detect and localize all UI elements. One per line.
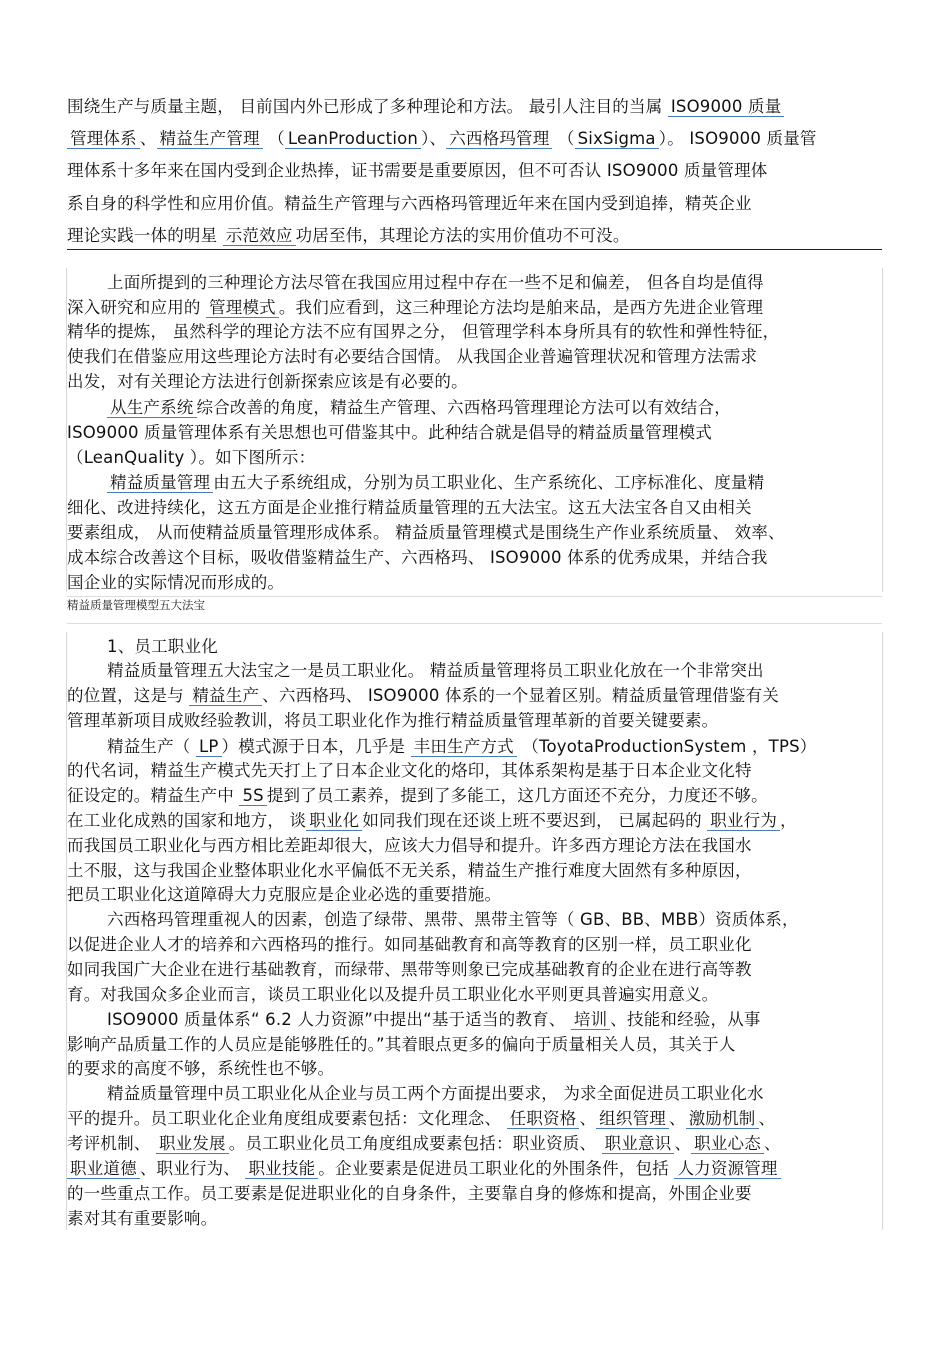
text-line: 上面所提到的三种理论方法尽管在我国应用过程中存在一些不足和偏差， 但各自均是值得 <box>107 273 764 292</box>
text-line: 要素组成， 从而使精益质量管理形成体系。 精益质量管理模式是围绕生产作业系统质量、 效率、 <box>67 523 785 542</box>
margin-rule <box>882 632 883 1230</box>
text-line: 围绕生产与质量主题， 目前国内外已形成了多种理论和方法。 最引人注目的当属 ISO9000 质量 <box>67 96 784 118</box>
keyword-link[interactable]: 职业道德 <box>67 1159 140 1179</box>
keyword-link[interactable]: 六西格玛管理 <box>446 129 552 149</box>
keyword-link[interactable]: 管理体系 <box>67 129 140 149</box>
text-line: 从生产系统综合改善的角度，精益生产管理、六西格玛管理理论方法可以有效结合， <box>107 397 731 419</box>
keyword-link[interactable]: 职业技能 <box>245 1159 318 1179</box>
text-line: 深入研究和应用的 管理模式。我们应看到，这三种理论方法均是舶来品，是西方先进企业管理 <box>67 298 764 317</box>
text-line: 精益质量管理由五大子系统组成，分别为员工职业化、生产系统化、工序标准化、度量精 <box>107 472 764 494</box>
keyword-link[interactable]: 5S <box>239 786 266 806</box>
section-heading: 1、员工职业化 <box>107 637 218 656</box>
text-line: 职业道德、职业行为、 职业技能。企业要素是促进员工职业化的外围条件，包括 人力资源管理 <box>67 1158 781 1180</box>
text-line: 的要求的高度不够，系统性也不够。 <box>67 1059 335 1078</box>
text-line: （LeanQuality ）。如下图所示： <box>67 448 316 467</box>
text-line: 使我们在借鉴应用这些理论方法时有必要结合国情。 从我国企业普遍管理状况和管理方法需求 <box>67 347 758 366</box>
text-line: 育。对我国众多企业而言，谈员工职业化以及提升员工职业化水平则更具普遍实用意义。 <box>67 985 719 1004</box>
keyword-link[interactable]: ISO9000 质量 <box>668 97 785 117</box>
keyword-link[interactable]: 组织管理 <box>596 1109 669 1129</box>
keyword-link[interactable]: 示范效应 <box>223 226 296 246</box>
text-line: 精华的提炼， 虽然科学的理论方法不应有国界之分， 但管理学科本身所具有的软性和弹性特征， <box>67 322 780 341</box>
figure-caption: 精益质量管理模型五大法宝 <box>67 598 205 612</box>
text-line: 成本综合改善这个目标，吸收借鉴精益生产、六西格玛、 ISO9000 体系的优秀成果，并结合我 <box>67 548 768 567</box>
text-line: 系自身的科学性和应用价值。精益生产管理与六西格玛管理近年来在国内受到追捧，精英企业 <box>67 194 752 213</box>
keyword-link[interactable]: 丰田生产方式 <box>411 737 517 757</box>
text-line: 而我国员工职业化与西方相比差距却很大，应该大力倡导和提升。许多西方理论方法在我国水 <box>67 836 752 855</box>
keyword-link[interactable]: 培训 <box>571 1010 610 1030</box>
text-line: 在工业化成熟的国家和地方， 谈 职业化如同我们现在还谈上班不要迟到， 已属起码的 职业行为， <box>67 811 797 830</box>
text-line: 细化、改进持续化，这五方面是企业推行精益质量管理的五大法宝。这五大法宝各自又由相关 <box>67 498 752 517</box>
text-line: 管理革新项目成败经验教训，将员工职业化作为推行精益质量管理革新的首要关键要素。 <box>67 711 719 730</box>
text-line: 精益生产（ LP ）模式源于日本，几乎是 丰田生产方式 （ToyotaProductionSystem ，TPS） <box>107 737 817 756</box>
text-line: 的代名词，精益生产模式先天打上了日本企业文化的烙印，其体系架构是基于日本企业文化特 <box>67 761 752 780</box>
keyword-link[interactable]: 激励机制 <box>686 1109 759 1129</box>
keyword-link[interactable]: 职业心态 <box>691 1134 764 1154</box>
margin-rule <box>882 268 883 592</box>
text-line: 平的提升。员工职业化企业角度组成要素包括：文化理念、 任职资格、 组织管理、 激励机制、 <box>67 1109 776 1128</box>
text-line: 的位置，这是与 精益生产、六西格玛、 ISO9000 体系的一个显着区别。精益质量管理借鉴有关 <box>67 686 779 705</box>
keyword-link[interactable]: 精益生产 <box>189 686 262 706</box>
text-line: 征设定的。精益生产中 5S 提到了员工素养，提到了多能工，这几方面还不充分，力度还不够。 <box>67 786 768 805</box>
keyword-link[interactable]: 职业化 <box>306 811 362 831</box>
section-divider <box>67 249 882 250</box>
keyword-link[interactable]: 精益质量管理 <box>107 473 213 493</box>
text-line: 土不服，这与我国企业整体职业化水平偏低不无关系，精益生产推行难度大固然有多种原因， <box>67 861 752 880</box>
text-line: ISO9000 质量管理体系有关思想也可借鉴其中。此种结合就是倡导的精益质量管理模式 <box>67 423 712 442</box>
keyword-link[interactable]: 职业发展 <box>156 1134 229 1154</box>
keyword-link[interactable]: 从生产系统 <box>107 398 197 418</box>
text-line: 出发，对有关理论方法进行创新探索应该是有必要的。 <box>67 372 468 391</box>
text-line: 影响产品质量工作的人员应是能够胜任的。”其着眼点更多的偏向于质量相关人员，其关于人 <box>67 1035 736 1054</box>
keyword-link[interactable]: 人力资源管理 <box>674 1159 780 1179</box>
text-line: 国企业的实际情况而形成的。 <box>67 573 285 592</box>
keyword-link[interactable]: LeanProduction <box>285 129 421 149</box>
text-line: 考评机制、 职业发展。员工职业化员工角度组成要素包括：职业资质、 职业意识、 职业心态、 <box>67 1134 781 1153</box>
keyword-link[interactable]: 管理模式 <box>206 298 279 318</box>
keyword-link[interactable]: 职业行为 <box>707 811 780 831</box>
text-line: 把员工职业化这道障碍大力克服应是企业必选的重要措施。 <box>67 885 502 904</box>
text-line: 管理体系、 精益生产管理 （ LeanProduction）、 六西格玛管理 （ SixSigma ）。 ISO9000 质量管 <box>67 128 817 150</box>
text-line: 六西格玛管理重视人的因素，创造了绿带、黑带、黑带主管等（ GB、BB、MBB）资质体系， <box>107 910 799 929</box>
text-line: 的一些重点工作。员工要素是促进职业化的自身条件，主要靠自身的修炼和提高，外围企业要 <box>67 1184 752 1203</box>
caption-rule <box>67 596 882 597</box>
keyword-link[interactable]: LP <box>196 737 222 757</box>
text-line: 如同我国广大企业在进行基础教育，而绿带、黑带等则象已完成基础教育的企业在进行高等教 <box>67 960 752 979</box>
text-line: 以促进企业人才的培养和六西格玛的推行。如同基础教育和高等教育的区别一样，员工职业化 <box>67 935 752 954</box>
text-line: 精益质量管理五大法宝之一是员工职业化。 精益质量管理将员工职业化放在一个非常突出 <box>107 661 764 680</box>
text-line: ISO9000 质量体系“ 6.2 人力资源”中提出“基于适当的教育、 培训、技能和经验，从事 <box>107 1010 761 1029</box>
caption-rule <box>67 623 882 624</box>
keyword-link[interactable]: 任职资格 <box>507 1109 580 1129</box>
keyword-link[interactable]: 精益生产管理 <box>157 129 263 149</box>
keyword-link[interactable]: 职业意识 <box>602 1134 675 1154</box>
text-line: 理体系十多年来在国内受到企业热捧，证书需要是重要原因，但不可否认 ISO9000 质量管理体 <box>67 161 768 180</box>
text-line: 理论实践一体的明星 示范效应功居至伟，其理论方法的实用价值功不可没。 <box>67 226 630 245</box>
text-line: 素对其有重要影响。 <box>67 1209 218 1228</box>
keyword-link[interactable]: SixSigma <box>575 129 659 149</box>
text-line: 精益质量管理中员工职业化从企业与员工两个方面提出要求， 为求全面促进员工职业化水 <box>107 1084 764 1103</box>
